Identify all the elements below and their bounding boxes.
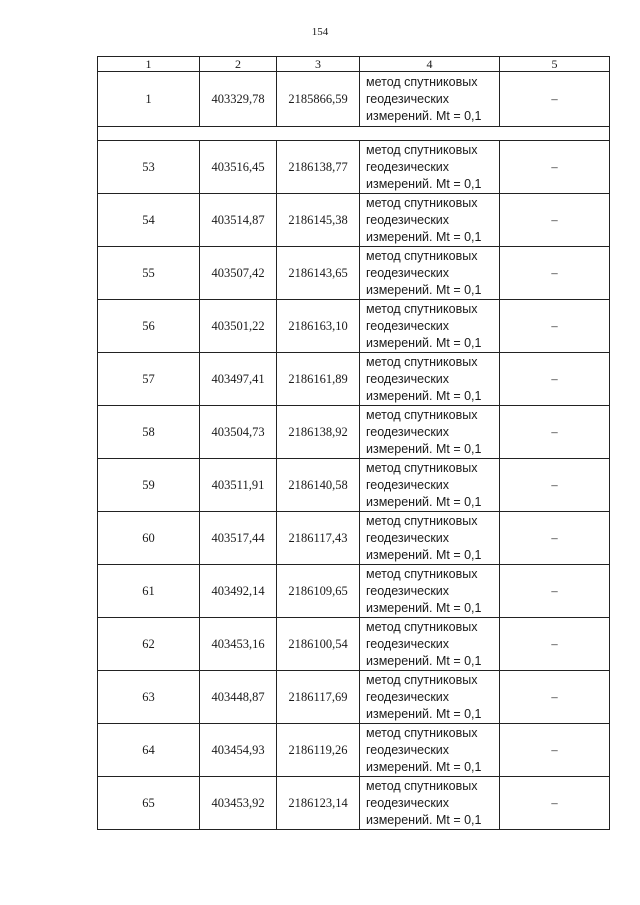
method-line: геодезических	[366, 318, 450, 333]
x-coordinate-cell: 403497,41	[200, 353, 277, 406]
point-number-cell: 57	[98, 353, 200, 406]
method-line: метод спутниковых	[366, 619, 478, 634]
method-line: измерений. Mt = 0,1	[366, 282, 482, 297]
method-line: измерений. Mt = 0,1	[366, 494, 482, 509]
method-line: измерений. Mt = 0,1	[366, 759, 482, 774]
table-row	[98, 671, 610, 724]
x-coordinate-cell: 403448,87	[200, 671, 277, 724]
note-cell: –	[500, 724, 610, 777]
method-line: геодезических	[366, 689, 450, 704]
note-cell: –	[500, 194, 610, 247]
method-line: геодезических	[366, 795, 450, 810]
y-coordinate-cell: 2186138,92	[277, 406, 360, 459]
gap-cell	[98, 127, 610, 141]
note-cell: –	[500, 777, 610, 830]
method-line: измерений. Mt = 0,1	[366, 388, 482, 403]
point-number-cell: 63	[98, 671, 200, 724]
method-cell	[360, 512, 500, 565]
y-coordinate-cell: 2186163,10	[277, 300, 360, 353]
y-coordinate-cell: 2186100,54	[277, 618, 360, 671]
note-cell: –	[500, 671, 610, 724]
method-line: измерений. Mt = 0,1	[366, 229, 482, 244]
page-number: 154	[311, 26, 329, 38]
y-coordinate-cell: 2186117,69	[277, 671, 360, 724]
table-row	[98, 406, 610, 459]
point-number-cell: 65	[98, 777, 200, 830]
y-coordinate-cell: 2186138,77	[277, 141, 360, 194]
y-coordinate-cell: 2186143,65	[277, 247, 360, 300]
method-line: геодезических	[366, 159, 450, 174]
note-cell: –	[500, 300, 610, 353]
header-cell-y: 3	[277, 57, 360, 72]
method-line: метод спутниковых	[366, 142, 478, 157]
y-coordinate-cell: 2185866,59	[277, 72, 360, 127]
y-coordinate-cell: 2186140,58	[277, 459, 360, 512]
method-line: измерений. Mt = 0,1	[366, 706, 482, 721]
method-line: метод спутниковых	[366, 513, 478, 528]
method-cell	[360, 724, 500, 777]
point-number-cell: 61	[98, 565, 200, 618]
table-row	[98, 565, 610, 618]
method-line: геодезических	[366, 530, 450, 545]
table-gap-row	[98, 127, 610, 141]
method-line: измерений. Mt = 0,1	[366, 547, 482, 562]
method-line: геодезических	[366, 742, 450, 757]
method-line: измерений. Mt = 0,1	[366, 108, 482, 123]
method-line: геодезических	[366, 371, 450, 386]
y-coordinate-cell: 2186161,89	[277, 353, 360, 406]
point-number-cell: 60	[98, 512, 200, 565]
table-row	[98, 724, 610, 777]
note-cell: –	[500, 141, 610, 194]
table-row	[98, 512, 610, 565]
header-cell-point: 1	[98, 57, 200, 72]
method-line: метод спутниковых	[366, 460, 478, 475]
y-coordinate-cell: 2186145,38	[277, 194, 360, 247]
note-cell: –	[500, 72, 610, 127]
y-coordinate-cell: 2186119,26	[277, 724, 360, 777]
y-coordinate-cell: 2186123,14	[277, 777, 360, 830]
method-cell	[360, 618, 500, 671]
method-cell	[360, 459, 500, 512]
method-cell	[360, 300, 500, 353]
point-number-cell: 55	[98, 247, 200, 300]
method-line: геодезических	[366, 212, 450, 227]
point-number-cell: 1	[98, 72, 200, 127]
note-cell: –	[500, 618, 610, 671]
method-line: метод спутниковых	[366, 248, 478, 263]
method-line: метод спутниковых	[366, 566, 478, 581]
x-coordinate-cell: 403511,91	[200, 459, 277, 512]
method-line: метод спутниковых	[366, 672, 478, 687]
method-line: измерений. Mt = 0,1	[366, 600, 482, 615]
method-line: измерений. Mt = 0,1	[366, 176, 482, 191]
header-cell-method: 4	[360, 57, 500, 72]
method-cell	[360, 406, 500, 459]
point-number-cell: 62	[98, 618, 200, 671]
method-line: метод спутниковых	[366, 407, 478, 422]
method-line: измерений. Mt = 0,1	[366, 335, 482, 350]
method-line: измерений. Mt = 0,1	[366, 653, 482, 668]
method-cell	[360, 194, 500, 247]
table-row	[98, 618, 610, 671]
x-coordinate-cell: 403492,14	[200, 565, 277, 618]
point-number-cell: 54	[98, 194, 200, 247]
y-coordinate-cell: 2186109,65	[277, 565, 360, 618]
x-coordinate-cell: 403514,87	[200, 194, 277, 247]
method-line: геодезических	[366, 477, 450, 492]
method-cell	[360, 141, 500, 194]
point-number-cell: 58	[98, 406, 200, 459]
header-cell-x: 2	[200, 57, 277, 72]
x-coordinate-cell: 403507,42	[200, 247, 277, 300]
method-cell	[360, 247, 500, 300]
method-cell	[360, 671, 500, 724]
note-cell: –	[500, 406, 610, 459]
method-cell	[360, 72, 500, 127]
x-coordinate-cell: 403516,45	[200, 141, 277, 194]
method-line: измерений. Mt = 0,1	[366, 441, 482, 456]
x-coordinate-cell: 403329,78	[200, 72, 277, 127]
table-header-row	[98, 57, 610, 72]
table-row	[98, 247, 610, 300]
method-line: метод спутниковых	[366, 354, 478, 369]
point-number-cell: 64	[98, 724, 200, 777]
x-coordinate-cell: 403453,92	[200, 777, 277, 830]
method-line: геодезических	[366, 424, 450, 439]
x-coordinate-cell: 403454,93	[200, 724, 277, 777]
method-line: геодезических	[366, 583, 450, 598]
coordinates-table	[97, 56, 610, 830]
method-line: метод спутниковых	[366, 195, 478, 210]
table-row	[98, 194, 610, 247]
table-row	[98, 72, 610, 127]
x-coordinate-cell: 403453,16	[200, 618, 277, 671]
point-number-cell: 59	[98, 459, 200, 512]
method-line: геодезических	[366, 636, 450, 651]
method-line: геодезических	[366, 91, 450, 106]
note-cell: –	[500, 353, 610, 406]
x-coordinate-cell: 403517,44	[200, 512, 277, 565]
table-row	[98, 300, 610, 353]
note-cell: –	[500, 247, 610, 300]
table-row	[98, 353, 610, 406]
table-row	[98, 777, 610, 830]
x-coordinate-cell: 403504,73	[200, 406, 277, 459]
table-row	[98, 459, 610, 512]
note-cell: –	[500, 512, 610, 565]
point-number-cell: 56	[98, 300, 200, 353]
table-row	[98, 141, 610, 194]
method-cell	[360, 777, 500, 830]
method-line: метод спутниковых	[366, 301, 478, 316]
note-cell: –	[500, 565, 610, 618]
method-line: метод спутниковых	[366, 725, 478, 740]
y-coordinate-cell: 2186117,43	[277, 512, 360, 565]
method-line: метод спутниковых	[366, 74, 478, 89]
point-number-cell: 53	[98, 141, 200, 194]
header-cell-note: 5	[500, 57, 610, 72]
note-cell: –	[500, 459, 610, 512]
method-cell	[360, 353, 500, 406]
method-cell	[360, 565, 500, 618]
method-line: измерений. Mt = 0,1	[366, 812, 482, 827]
method-line: геодезических	[366, 265, 450, 280]
x-coordinate-cell: 403501,22	[200, 300, 277, 353]
method-line: метод спутниковых	[366, 778, 478, 793]
